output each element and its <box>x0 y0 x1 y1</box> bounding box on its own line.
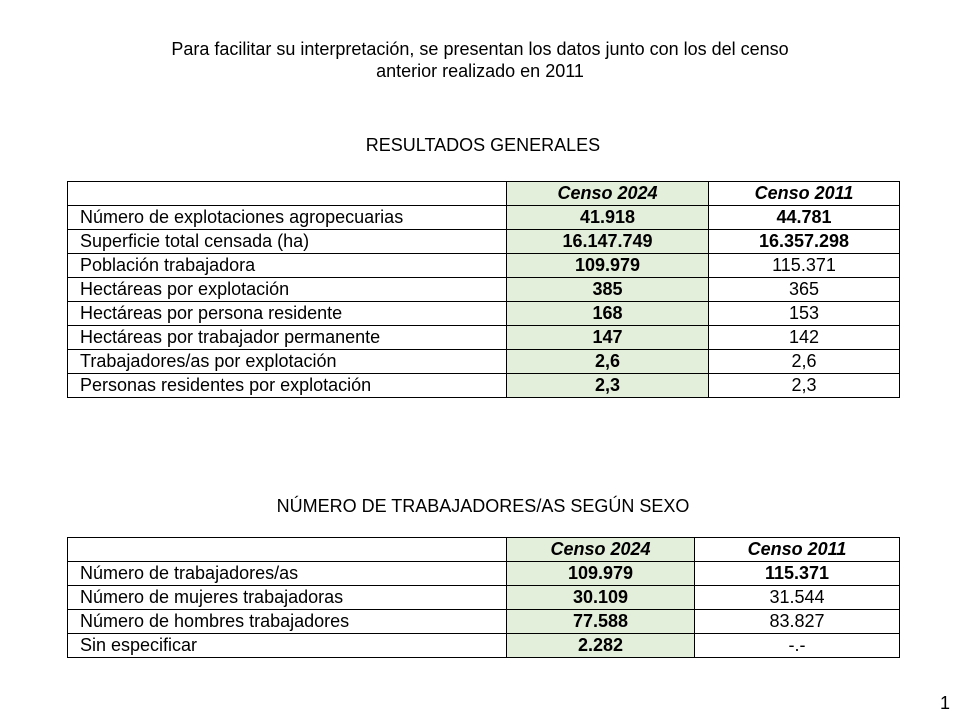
value-censo-2024: 2,3 <box>507 374 709 398</box>
value-censo-2011: 115.371 <box>695 562 900 586</box>
value-censo-2011: 2,6 <box>709 350 900 374</box>
table-row <box>68 374 900 398</box>
value-censo-2011: 83.827 <box>695 610 900 634</box>
table-row <box>68 610 900 634</box>
intro-line-2: anterior realizado en 2011 <box>376 61 584 81</box>
workers-by-sex-table <box>67 537 900 658</box>
general-results-title: RESULTADOS GENERALES <box>365 135 601 155</box>
value-censo-2024: 77.588 <box>507 610 695 634</box>
table-header-row <box>68 182 900 206</box>
header-censo-2011: Censo 2011 <box>709 182 900 206</box>
value-censo-2011: 31.544 <box>695 586 900 610</box>
table-row <box>68 254 900 278</box>
value-censo-2024: 385 <box>507 278 709 302</box>
row-label: Hectáreas por explotación <box>68 278 507 302</box>
value-censo-2011: -.- <box>695 634 900 658</box>
value-censo-2024: 2,6 <box>507 350 709 374</box>
intro-text <box>80 38 880 82</box>
table-row <box>68 206 900 230</box>
row-label: Trabajadores/as por explotación <box>68 350 507 374</box>
table-row <box>68 230 900 254</box>
table-row <box>68 562 900 586</box>
value-censo-2024: 109.979 <box>507 562 695 586</box>
table-row <box>68 350 900 374</box>
row-label: Población trabajadora <box>68 254 507 278</box>
value-censo-2011: 44.781 <box>709 206 900 230</box>
value-censo-2024: 2.282 <box>507 634 695 658</box>
value-censo-2011: 16.357.298 <box>709 230 900 254</box>
value-censo-2011: 115.371 <box>709 254 900 278</box>
table-row <box>68 586 900 610</box>
value-censo-2024: 109.979 <box>507 254 709 278</box>
table-row <box>68 302 900 326</box>
header-censo-2011: Censo 2011 <box>695 538 900 562</box>
row-label: Superficie total censada (ha) <box>68 230 507 254</box>
header-censo-2024: Censo 2024 <box>507 538 695 562</box>
value-censo-2011: 153 <box>709 302 900 326</box>
table-row <box>68 326 900 350</box>
row-label: Número de explotaciones agropecuarias <box>68 206 507 230</box>
table-header-row <box>68 538 900 562</box>
workers-by-sex-title: NÚMERO DE TRABAJADORES/AS SEGÚN SEXO <box>276 496 690 516</box>
header-empty-cell <box>68 182 507 206</box>
value-censo-2011: 2,3 <box>709 374 900 398</box>
intro-line-1: Para facilitar su interpretación, se presentan los datos junto con los del censo <box>171 39 789 59</box>
header-empty-cell <box>68 538 507 562</box>
row-label: Hectáreas por persona residente <box>68 302 507 326</box>
table-row <box>68 634 900 658</box>
value-censo-2011: 365 <box>709 278 900 302</box>
value-censo-2024: 30.109 <box>507 586 695 610</box>
row-label: Hectáreas por trabajador permanente <box>68 326 507 350</box>
page-number: 1 <box>939 693 950 713</box>
value-censo-2024: 41.918 <box>507 206 709 230</box>
table-row <box>68 278 900 302</box>
value-censo-2024: 16.147.749 <box>507 230 709 254</box>
row-label: Número de trabajadores/as <box>68 562 507 586</box>
value-censo-2011: 142 <box>709 326 900 350</box>
value-censo-2024: 147 <box>507 326 709 350</box>
row-label: Personas residentes por explotación <box>68 374 507 398</box>
row-label: Número de hombres trabajadores <box>68 610 507 634</box>
header-censo-2024: Censo 2024 <box>507 182 709 206</box>
row-label: Número de mujeres trabajadoras <box>68 586 507 610</box>
row-label: Sin especificar <box>68 634 507 658</box>
general-results-table <box>67 181 900 398</box>
value-censo-2024: 168 <box>507 302 709 326</box>
